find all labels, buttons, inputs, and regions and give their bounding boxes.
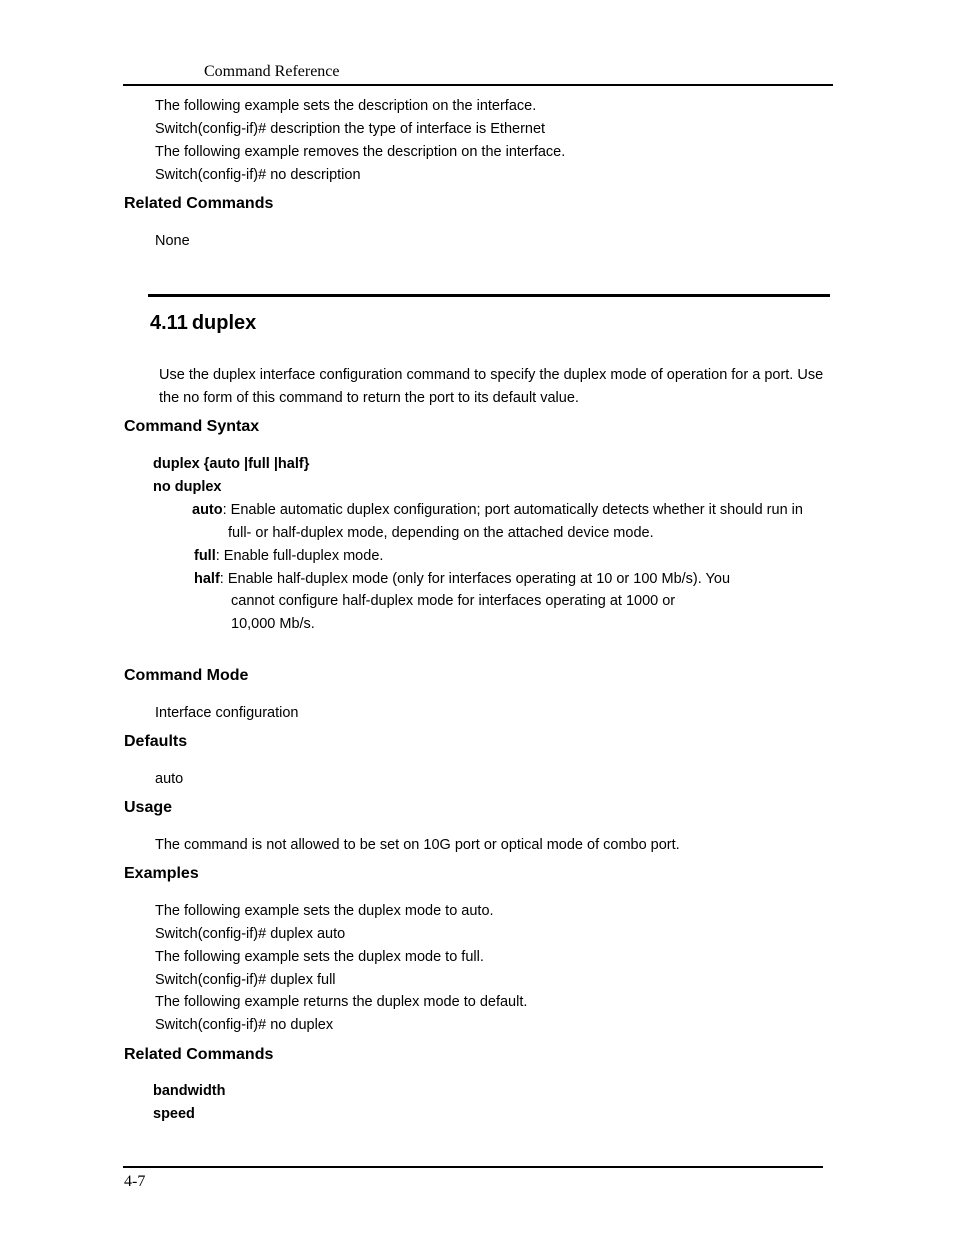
related-command: speed <box>153 1106 195 1122</box>
example-line: Switch(config-if)# no description <box>155 167 361 183</box>
param-keyword: full <box>194 548 216 564</box>
defaults-value: auto <box>155 771 184 787</box>
param-description-continued: cannot configure half-duplex mode for interfaces operating at 1000 or <box>231 593 676 609</box>
footer-rule <box>123 1166 823 1168</box>
param-description: : Enable full-duplex mode. <box>215 548 384 564</box>
section-title <box>150 311 256 335</box>
param-description: : Enable automatic duplex configuration; port automatically detects whether it should run in <box>222 502 803 518</box>
defaults-heading: Defaults <box>124 733 188 750</box>
running-header: Command Reference <box>204 63 340 80</box>
param-description: : Enable half-duplex mode (only for interfaces operating at 10 or 100 Mb/s). You <box>219 571 731 587</box>
section-name: duplex <box>191 312 257 334</box>
syntax-line: duplex {auto |full |half} <box>153 456 310 472</box>
example-line: The following example sets the duplex mode to auto. <box>155 903 494 919</box>
example-line: The following example returns the duplex mode to default. <box>155 994 528 1010</box>
related-commands-heading: Related Commands <box>124 1046 274 1063</box>
examples-heading: Examples <box>124 865 199 882</box>
usage-value: The command is not allowed to be set on 10G port or optical mode of combo port. <box>155 837 680 853</box>
example-line: The following example sets the description on the interface. <box>155 98 537 114</box>
example-line: Switch(config-if)# no duplex <box>155 1017 334 1033</box>
example-line: Switch(config-if)# duplex full <box>155 972 336 988</box>
example-line: Switch(config-if)# description the type of interface is Ethernet <box>155 121 546 137</box>
intro-line: the no form of this command to return the port to its default value. <box>159 390 579 406</box>
param-full <box>194 547 383 565</box>
syntax-line: no duplex <box>153 479 222 495</box>
param-half <box>194 570 730 588</box>
example-line: The following example sets the duplex mode to full. <box>155 949 484 965</box>
command-syntax-heading: Command Syntax <box>124 418 260 435</box>
page-number: 4-7 <box>124 1173 146 1190</box>
param-description-continued: full- or half-duplex mode, depending on the attached device mode. <box>228 525 654 541</box>
param-auto <box>192 501 803 519</box>
param-keyword: half <box>194 571 220 587</box>
param-keyword: auto <box>192 502 223 518</box>
intro-line: Use the duplex interface configuration command to specify the duplex mode of operation for a port. Use <box>159 367 824 383</box>
section-number: 4.11 <box>150 312 188 334</box>
related-commands-value: None <box>155 233 190 249</box>
section-rule <box>148 294 830 297</box>
related-commands-heading: Related Commands <box>124 195 274 212</box>
example-line: Switch(config-if)# duplex auto <box>155 926 346 942</box>
param-description-continued: 10,000 Mb/s. <box>231 616 315 632</box>
command-mode-heading: Command Mode <box>124 667 249 684</box>
command-mode-value: Interface configuration <box>155 705 299 721</box>
header-rule <box>123 84 833 86</box>
related-command: bandwidth <box>153 1083 226 1099</box>
usage-heading: Usage <box>124 799 173 816</box>
example-line: The following example removes the description on the interface. <box>155 144 566 160</box>
